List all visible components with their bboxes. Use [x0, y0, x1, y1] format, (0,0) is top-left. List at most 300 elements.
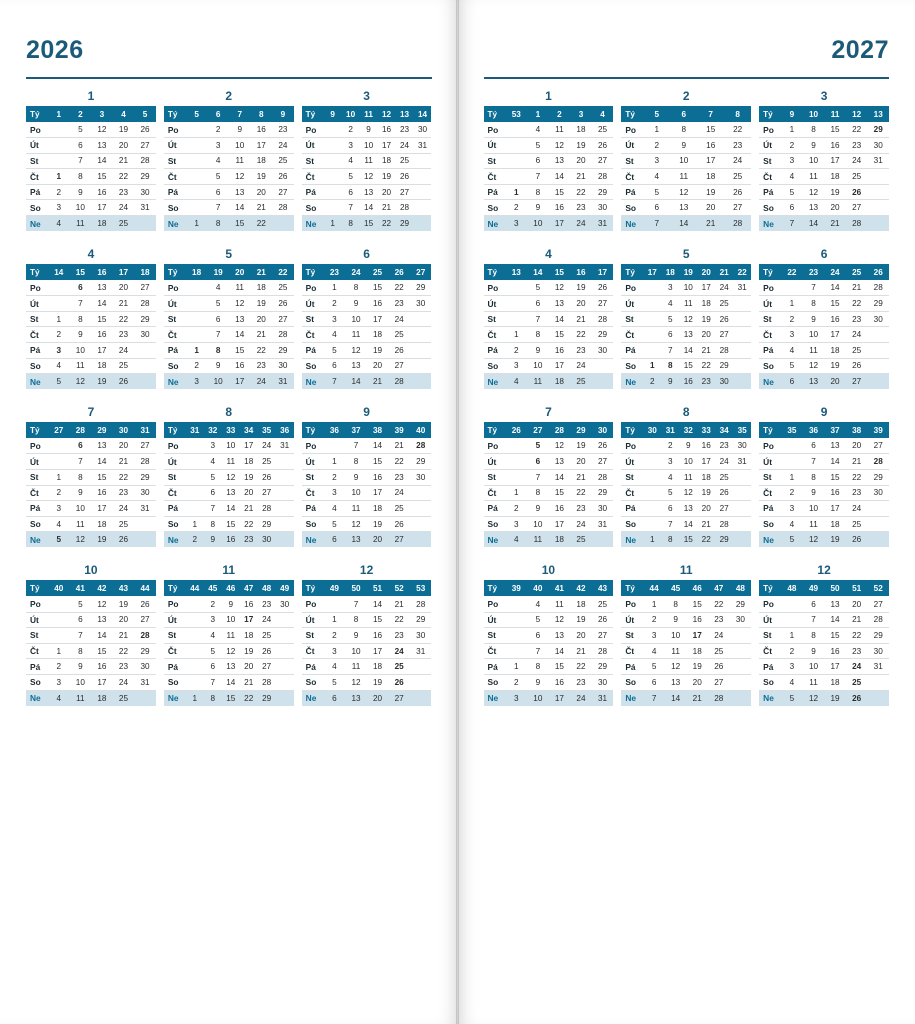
date-cell: 15: [91, 643, 113, 659]
weekday-label: So: [759, 674, 781, 690]
month-number-label: 4: [545, 247, 552, 262]
date-cell: 18: [367, 327, 389, 343]
date-cell: 2: [186, 532, 204, 548]
date-cell: 30: [592, 343, 614, 359]
week-number-cell: 11: [824, 106, 846, 122]
date-cell: 25: [388, 327, 410, 343]
weekday-row: [759, 612, 889, 628]
week-number-row: [621, 422, 751, 438]
date-cell: 24: [388, 643, 410, 659]
weekday-label: Pá: [621, 501, 643, 517]
week-number-row: [26, 580, 156, 596]
month-table-wrapper: [621, 106, 751, 231]
week-number-cell: 28: [549, 422, 571, 438]
week-number-cell: 40: [410, 422, 432, 438]
weekday-row: [621, 454, 751, 470]
page-title-year-left: 2026: [26, 36, 84, 64]
week-number-cell: 36: [276, 422, 294, 438]
date-cell: 23: [251, 358, 273, 374]
month-calendar-table: [164, 106, 294, 231]
date-cell: [733, 296, 751, 312]
date-cell: 15: [229, 216, 251, 232]
week-number-cell: 52: [388, 580, 410, 596]
date-cell: 15: [549, 659, 571, 675]
date-cell: 6: [204, 485, 222, 501]
date-cell: 7: [204, 501, 222, 517]
weekday-row-sunday: [484, 532, 614, 548]
date-cell: 27: [134, 612, 156, 628]
week-number-cell: 11: [360, 106, 378, 122]
date-cell: 22: [570, 659, 592, 675]
date-cell: 13: [679, 327, 697, 343]
month-table-wrapper: [484, 264, 614, 389]
date-cell: 7: [70, 296, 92, 312]
weekday-row: [484, 358, 614, 374]
weekday-row-sunday: [484, 216, 614, 232]
date-cell: 23: [272, 122, 294, 138]
week-number-cell: 13: [867, 106, 889, 122]
weekday-row: [26, 184, 156, 200]
month-table-wrapper: [302, 264, 432, 389]
date-cell: 31: [134, 200, 156, 216]
date-cell: 16: [549, 343, 571, 359]
weekday-label: So: [164, 358, 186, 374]
date-cell: 27: [388, 690, 410, 706]
weekday-row: [302, 628, 432, 644]
week-number-row: [759, 106, 889, 122]
date-cell: 22: [846, 470, 868, 486]
weekday-row-sunday: [621, 532, 751, 548]
date-cell: 12: [549, 612, 571, 628]
week-number-row: [621, 264, 751, 280]
date-cell: 31: [592, 216, 614, 232]
date-cell: [506, 628, 528, 644]
header-rule-left: [26, 77, 432, 79]
weekday-label: St: [302, 470, 324, 486]
weekday-label: St: [164, 470, 186, 486]
date-cell: 16: [229, 358, 251, 374]
month-header-row: [484, 247, 890, 261]
date-cell: [410, 674, 432, 690]
weekday-row: [164, 438, 294, 454]
date-cell: 10: [222, 438, 240, 454]
date-cell: 27: [724, 200, 751, 216]
date-cell: [506, 122, 528, 138]
date-cell: [48, 628, 70, 644]
date-cell: 22: [570, 184, 592, 200]
date-cell: 20: [824, 374, 846, 390]
date-cell: [592, 374, 614, 390]
date-cell: 28: [867, 454, 889, 470]
date-cell: 20: [251, 311, 273, 327]
week-number-cell: 41: [70, 580, 92, 596]
date-cell: 9: [661, 374, 679, 390]
weekday-row: [302, 200, 432, 216]
date-cell: 4: [48, 516, 70, 532]
weekday-label: Út: [26, 138, 48, 154]
date-cell: 23: [715, 438, 733, 454]
date-cell: 13: [91, 138, 113, 154]
date-cell: 10: [679, 280, 697, 296]
week-number-cell: 52: [867, 580, 889, 596]
weekday-row: [621, 184, 751, 200]
date-cell: 11: [345, 327, 367, 343]
date-cell: 22: [251, 216, 273, 232]
weekday-row: [484, 184, 614, 200]
date-cell: 14: [549, 643, 571, 659]
week-number-cell: 45: [204, 580, 222, 596]
weekday-row: [26, 200, 156, 216]
quarter-block: [484, 247, 890, 389]
weekday-row: [164, 485, 294, 501]
weekday-label: Čt: [164, 643, 186, 659]
date-cell: 21: [251, 200, 273, 216]
week-number-row: [302, 264, 432, 280]
date-cell: 21: [570, 470, 592, 486]
date-cell: 17: [549, 216, 571, 232]
date-cell: 1: [506, 659, 528, 675]
date-cell: 18: [251, 153, 273, 169]
date-cell: 14: [549, 169, 571, 185]
week-number-cell: 47: [240, 580, 258, 596]
month-calendar-table: [621, 580, 751, 705]
date-cell: 1: [643, 358, 661, 374]
date-cell: 14: [91, 454, 113, 470]
date-cell: 28: [272, 327, 294, 343]
week-number-cell: 49: [803, 580, 825, 596]
weekday-row: [621, 280, 751, 296]
weekday-row: [26, 169, 156, 185]
date-cell: 23: [258, 596, 276, 612]
date-cell: 6: [527, 296, 549, 312]
date-cell: 7: [527, 470, 549, 486]
weekday-label: Po: [484, 122, 506, 138]
weekday-label: Út: [621, 296, 643, 312]
date-cell: 9: [803, 485, 825, 501]
date-cell: 2: [781, 138, 803, 154]
date-cell: 18: [240, 454, 258, 470]
weekday-label: St: [759, 311, 781, 327]
weekday-row-sunday: [759, 690, 889, 706]
month-number-label: 2: [225, 89, 233, 103]
week-number-row: [302, 422, 432, 438]
week-number-cell: 5: [186, 106, 208, 122]
weekday-label: So: [621, 358, 643, 374]
date-cell: [276, 612, 294, 628]
month-calendar-table: [26, 580, 156, 705]
date-cell: 3: [781, 501, 803, 517]
date-cell: 1: [48, 169, 70, 185]
date-cell: 20: [697, 200, 724, 216]
date-cell: 28: [724, 216, 751, 232]
weekday-row: [484, 596, 614, 612]
date-cell: 21: [388, 438, 410, 454]
date-cell: [733, 327, 751, 343]
weekday-label: Ne: [621, 216, 643, 232]
month-calendar-table: [484, 422, 614, 547]
weekday-row: [621, 596, 751, 612]
date-cell: [592, 532, 614, 548]
date-cell: 27: [134, 138, 156, 154]
weekday-label: Pá: [164, 659, 186, 675]
weekday-row: [484, 454, 614, 470]
date-cell: 16: [824, 485, 846, 501]
date-cell: 4: [506, 532, 528, 548]
date-cell: 13: [345, 690, 367, 706]
date-cell: 18: [697, 296, 715, 312]
week-number-cell: 36: [803, 422, 825, 438]
date-cell: 17: [549, 516, 571, 532]
weekday-row: [164, 184, 294, 200]
date-cell: 14: [824, 454, 846, 470]
weekday-row: [484, 200, 614, 216]
date-cell: 1: [506, 485, 528, 501]
date-cell: 8: [803, 296, 825, 312]
weekday-row: [26, 501, 156, 517]
date-cell: 29: [396, 216, 414, 232]
date-cell: 24: [570, 516, 592, 532]
weekday-label: St: [164, 311, 186, 327]
weekday-label: Pá: [621, 343, 643, 359]
date-cell: 20: [113, 612, 135, 628]
date-cell: 14: [229, 327, 251, 343]
date-cell: 5: [48, 532, 70, 548]
date-cell: 30: [410, 470, 432, 486]
date-cell: 27: [592, 296, 614, 312]
date-cell: 5: [643, 184, 670, 200]
date-cell: 17: [686, 628, 708, 644]
weekday-label: Po: [484, 596, 506, 612]
month-calendar-table: [302, 422, 432, 547]
date-cell: 31: [867, 153, 889, 169]
weekday-label: Po: [484, 280, 506, 296]
date-cell: 25: [715, 296, 733, 312]
date-cell: 27: [272, 311, 294, 327]
date-cell: 11: [229, 153, 251, 169]
weekday-row: [759, 501, 889, 517]
date-cell: [186, 327, 208, 343]
weekday-label: Čt: [621, 169, 643, 185]
week-column-label: Tý: [164, 264, 186, 280]
date-cell: 6: [324, 690, 346, 706]
week-number-row: [484, 422, 614, 438]
date-cell: 30: [276, 596, 294, 612]
date-cell: [134, 358, 156, 374]
date-cell: 30: [134, 485, 156, 501]
date-cell: 4: [207, 280, 229, 296]
weekday-label: So: [759, 200, 781, 216]
date-cell: 8: [803, 628, 825, 644]
weekday-row: [484, 169, 614, 185]
date-cell: 30: [733, 438, 751, 454]
week-number-cell: 40: [527, 580, 549, 596]
date-cell: 15: [549, 485, 571, 501]
date-cell: 17: [91, 501, 113, 517]
week-number-cell: 30: [592, 422, 614, 438]
month-header-row: [484, 89, 890, 103]
weekday-label: Ne: [759, 690, 781, 706]
week-number-cell: 9: [781, 106, 803, 122]
date-cell: 9: [803, 311, 825, 327]
date-cell: 7: [527, 643, 549, 659]
date-cell: 23: [388, 470, 410, 486]
weekday-label: Čt: [484, 643, 506, 659]
week-number-cell: 27: [410, 264, 432, 280]
week-column-label: Tý: [621, 422, 643, 438]
date-cell: 5: [661, 485, 679, 501]
date-cell: 3: [204, 438, 222, 454]
date-cell: 11: [70, 690, 92, 706]
date-cell: 22: [570, 327, 592, 343]
date-cell: 21: [570, 643, 592, 659]
week-number-cell: 7: [229, 106, 251, 122]
date-cell: 24: [113, 200, 135, 216]
date-cell: 8: [204, 516, 222, 532]
week-number-cell: 28: [70, 422, 92, 438]
weekday-row: [164, 358, 294, 374]
date-cell: 23: [846, 485, 868, 501]
date-cell: 8: [342, 216, 360, 232]
date-cell: 3: [324, 311, 346, 327]
date-cell: [48, 438, 70, 454]
date-cell: 18: [697, 169, 724, 185]
date-cell: 20: [570, 296, 592, 312]
weekday-row: [484, 343, 614, 359]
date-cell: 15: [824, 628, 846, 644]
date-cell: 28: [134, 454, 156, 470]
date-cell: [867, 501, 889, 517]
date-cell: 20: [240, 659, 258, 675]
week-column-label: Tý: [759, 106, 781, 122]
week-number-row: [164, 422, 294, 438]
week-number-cell: 26: [388, 264, 410, 280]
date-cell: 14: [229, 200, 251, 216]
date-cell: 2: [207, 122, 229, 138]
month-calendar-table: [621, 422, 751, 547]
date-cell: 3: [48, 674, 70, 690]
date-cell: 7: [70, 628, 92, 644]
date-cell: 24: [251, 374, 273, 390]
week-column-label: Tý: [26, 422, 48, 438]
date-cell: 11: [70, 516, 92, 532]
weekday-row: [26, 327, 156, 343]
weekday-label: Čt: [484, 327, 506, 343]
month-table-wrapper: [759, 264, 889, 389]
weekday-row: [621, 327, 751, 343]
month-number-label: 12: [817, 563, 831, 578]
week-number-cell: 48: [730, 580, 752, 596]
date-cell: 3: [204, 612, 222, 628]
date-cell: 26: [846, 358, 868, 374]
date-cell: 18: [824, 516, 846, 532]
date-cell: [643, 438, 661, 454]
date-cell: 24: [258, 612, 276, 628]
date-cell: 5: [527, 612, 549, 628]
weekday-label: Čt: [621, 643, 643, 659]
week-number-row: [621, 580, 751, 596]
date-cell: 3: [643, 153, 670, 169]
month-number-label: 1: [87, 89, 95, 103]
weekday-label: St: [621, 153, 643, 169]
date-cell: 23: [388, 628, 410, 644]
weekday-label: Čt: [26, 643, 48, 659]
weekday-row: [621, 311, 751, 327]
month-table-wrapper: [302, 580, 432, 705]
date-cell: 29: [867, 628, 889, 644]
date-cell: 29: [867, 122, 889, 138]
weekday-row-sunday: [302, 374, 432, 390]
date-cell: 9: [803, 138, 825, 154]
date-cell: 3: [661, 280, 679, 296]
weekday-label: Út: [484, 296, 506, 312]
month-calendar-table: [164, 264, 294, 389]
date-cell: 30: [410, 628, 432, 644]
week-number-cell: 12: [378, 106, 396, 122]
week-number-cell: 33: [222, 422, 240, 438]
date-cell: 17: [367, 485, 389, 501]
date-cell: 4: [207, 153, 229, 169]
date-cell: 20: [570, 454, 592, 470]
week-number-cell: 23: [803, 264, 825, 280]
date-cell: 21: [570, 169, 592, 185]
date-cell: 10: [70, 343, 92, 359]
weekday-row-sunday: [26, 216, 156, 232]
date-cell: 24: [388, 311, 410, 327]
week-number-cell: 19: [207, 264, 229, 280]
date-cell: 11: [70, 216, 92, 232]
date-cell: 2: [643, 612, 665, 628]
date-cell: 6: [324, 532, 346, 548]
week-number-cell: 37: [824, 422, 846, 438]
weekday-label: Út: [302, 296, 324, 312]
weekday-label: St: [484, 470, 506, 486]
weekday-label: St: [26, 628, 48, 644]
date-cell: 19: [824, 532, 846, 548]
date-cell: 1: [781, 122, 803, 138]
date-cell: 20: [697, 327, 715, 343]
date-cell: [324, 596, 346, 612]
date-cell: [134, 690, 156, 706]
date-cell: 16: [549, 501, 571, 517]
date-cell: 15: [367, 454, 389, 470]
date-cell: [781, 438, 803, 454]
date-cell: 26: [113, 532, 135, 548]
date-cell: 30: [410, 296, 432, 312]
date-cell: 9: [527, 501, 549, 517]
week-number-cell: 27: [48, 422, 70, 438]
date-cell: 2: [661, 438, 679, 454]
date-cell: 6: [661, 501, 679, 517]
weekday-row: [164, 153, 294, 169]
weekday-label: Ne: [759, 374, 781, 390]
date-cell: 1: [324, 612, 346, 628]
date-cell: [324, 138, 342, 154]
date-cell: 28: [134, 153, 156, 169]
date-cell: 5: [661, 311, 679, 327]
week-number-cell: 33: [697, 422, 715, 438]
month-header-row: [26, 89, 432, 103]
date-cell: 14: [360, 200, 378, 216]
date-cell: 10: [803, 501, 825, 517]
weekday-label: So: [302, 516, 324, 532]
weekday-row: [302, 311, 432, 327]
date-cell: 6: [781, 200, 803, 216]
date-cell: 5: [204, 643, 222, 659]
date-cell: [781, 596, 803, 612]
date-cell: 30: [867, 138, 889, 154]
date-cell: 15: [824, 470, 846, 486]
month-number-label: 8: [225, 405, 233, 420]
